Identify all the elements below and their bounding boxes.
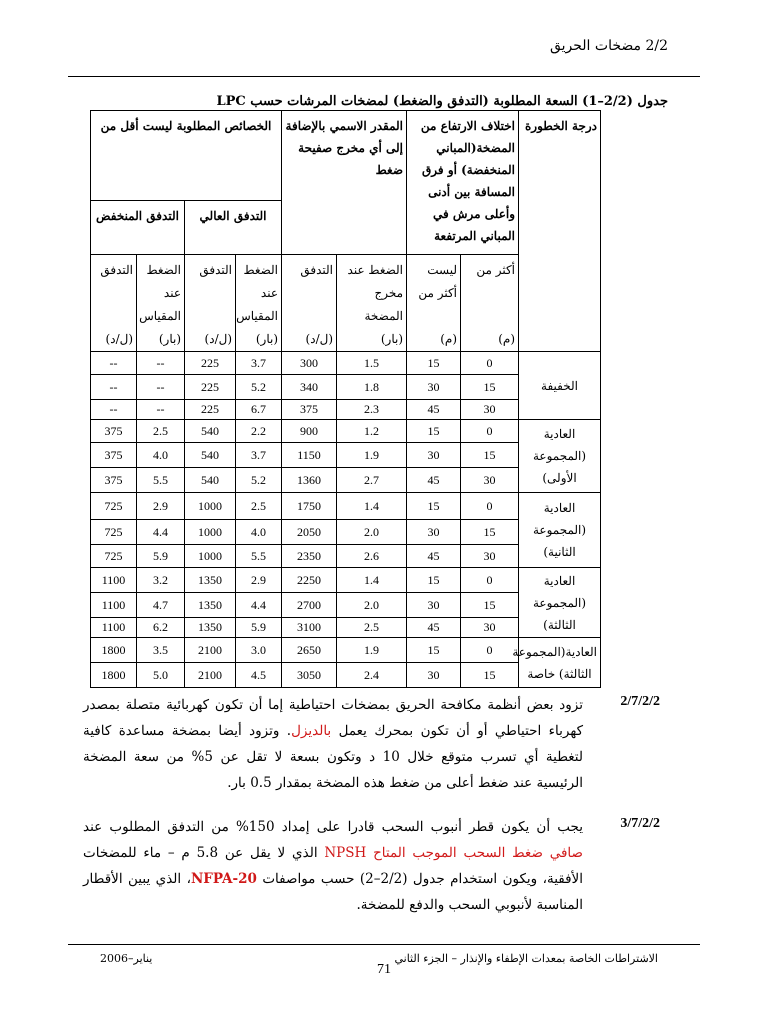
sub-pressure-outlet: الضغط عند مخرج المضخة (بار) — [337, 255, 407, 352]
table-cell: 2050 — [282, 520, 337, 545]
table-cell: 45 — [407, 400, 461, 420]
table-cell: 30 — [407, 375, 461, 400]
paragraph-3-7-2-2: يجب أن يكون قطر أنبوب السحب قادرا على إمداد 150% من التدفق المطلوب عند صافي ضغط السحب الموجب المتاح NPSH الذي لا يقل عن 5.8 م – ماء للمضخات الأفقية، ويكون استخدام جدول (2/2–2) حسب مواصفات NFPA-20، الذي يبين الأقطار المناسبة لأنبوبي السحب والدفع للمضخة. — [83, 819, 584, 913]
table-cell: 30 — [461, 400, 519, 420]
hazard-class-cell: العادية (المجموعة الأولى) — [519, 420, 601, 493]
table-cell: 0 — [461, 638, 519, 663]
table-cell: 30 — [461, 468, 519, 493]
table-cell: 2.5 — [337, 618, 407, 638]
hazard-class-cell: العادية (المجموعة الثالثة) — [519, 568, 601, 638]
table-cell: 2100 — [185, 638, 236, 663]
table-cell: 1100 — [91, 593, 137, 618]
table-cell: 2650 — [282, 638, 337, 663]
table-cell: 725 — [91, 520, 137, 545]
table-cell: 3050 — [282, 663, 337, 688]
table-cell: 1350 — [185, 568, 236, 593]
table-cell: 6.2 — [137, 618, 185, 638]
table-cell: 300 — [282, 352, 337, 375]
table-cell: 3.0 — [236, 638, 282, 663]
sub-flow: التدفق (ل/د) — [282, 255, 337, 352]
table-cell: 375 — [91, 443, 137, 468]
table-cell: 1.2 — [337, 420, 407, 443]
table-cell: -- — [137, 375, 185, 400]
table-cell: 900 — [282, 420, 337, 443]
table-row — [91, 493, 601, 520]
table-cell: 540 — [185, 443, 236, 468]
table-cell: 1360 — [282, 468, 337, 493]
table-row — [91, 352, 601, 375]
table-cell: 375 — [282, 400, 337, 420]
footer-rule — [68, 944, 700, 945]
sub-flow: التدفق (ل/د) — [185, 255, 236, 352]
table-cell: 1800 — [91, 638, 137, 663]
table-cell: 2.9 — [236, 568, 282, 593]
table-cell: 2700 — [282, 593, 337, 618]
table-cell: 15 — [461, 593, 519, 618]
table-cell: 3100 — [282, 618, 337, 638]
table-cell: 0 — [461, 352, 519, 375]
table-cell: 4.5 — [236, 663, 282, 688]
table-cell: 15 — [407, 638, 461, 663]
table-cell: 5.9 — [137, 545, 185, 568]
table-cell: 1.9 — [337, 443, 407, 468]
table-cell: 30 — [461, 618, 519, 638]
low-flow-header: التدفق المنخفض — [91, 201, 185, 255]
hazard-class-cell: العادية (المجموعة الثانية) — [519, 493, 601, 568]
table-row — [91, 420, 601, 443]
table-cell: 1000 — [185, 545, 236, 568]
paragraph-2-7-2-2: تزود بعض أنظمة مكافحة الحريق بمضخات احتياطية إما أن تكون كهربائية متصلة بمصدر كهرباء احتياطي أو أن تكون بمحرك يعمل بالديزل. وتزود أيضا بمضخة مساعدة كافية لتغطية أي تسرب متوقع خلال 10 د وتكون بسعة لا تقل عن 5% من سعة المضخة الرئيسية عند ضغط أعلى من ضغط هذه المضخة بمقدار 0.5 بار. — [83, 697, 583, 791]
table-cell: 3.7 — [236, 352, 282, 375]
table-cell: 1100 — [91, 568, 137, 593]
table-cell: -- — [91, 352, 137, 375]
table-cell: 30 — [461, 545, 519, 568]
table-cell: 1800 — [91, 663, 137, 688]
table-cell: 30 — [407, 593, 461, 618]
table-cell: 4.0 — [137, 443, 185, 468]
table-cell: 2.5 — [236, 493, 282, 520]
table-cell: 15 — [407, 352, 461, 375]
hazard-header: درجة الخطورة — [519, 111, 601, 352]
table-cell: 1000 — [185, 493, 236, 520]
table-cell: 15 — [407, 493, 461, 520]
table-cell: 2.5 — [137, 420, 185, 443]
table-cell: 15 — [461, 663, 519, 688]
table-cell: 45 — [407, 545, 461, 568]
table-cell: 0 — [461, 568, 519, 593]
table-cell: 45 — [407, 618, 461, 638]
table-cell: 5.9 — [236, 618, 282, 638]
table-cell: 4.4 — [137, 520, 185, 545]
table-cell: 5.5 — [137, 468, 185, 493]
table-cell: 540 — [185, 420, 236, 443]
table-cell: 4.7 — [137, 593, 185, 618]
table-cell: 3.5 — [137, 638, 185, 663]
table-cell: 1.4 — [337, 493, 407, 520]
table-cell: 1.5 — [337, 352, 407, 375]
paragraph-number: 3/7/2/2 — [620, 816, 660, 831]
table-row — [91, 638, 601, 663]
highlight-nfpa: NFPA-20 — [190, 871, 257, 887]
table-cell: 5.5 — [236, 545, 282, 568]
required-header: الخصائص المطلوبة ليست أقل من — [91, 111, 282, 201]
highlight-npsh: صافي ضغط السحب الموجب المتاح NPSH — [324, 845, 583, 861]
footer-date: يناير–2006 — [100, 952, 153, 965]
table-cell: 1000 — [185, 520, 236, 545]
footer-title: الاشتراطات الخاصة بمعدات الإطفاء والإنذار – الجزء الثاني — [394, 952, 658, 965]
table-cell: 1.8 — [337, 375, 407, 400]
table-cell: 15 — [407, 568, 461, 593]
table-caption: جدول (2/2–1) السعة المطلوبة (التدفق والضغط) لمضخات المرشات حسب LPC — [216, 94, 668, 109]
table-cell: 2100 — [185, 663, 236, 688]
table-cell: 4.4 — [236, 593, 282, 618]
table-cell: 6.7 — [236, 400, 282, 420]
sub-pressure-gauge: الضغط عند المقياس (بار) — [137, 255, 185, 352]
table-cell: 2.3 — [337, 400, 407, 420]
hazard-class-cell: العادية(المجموعة الثالثة) خاصة — [519, 638, 601, 688]
header-rule — [68, 76, 700, 77]
table-cell: 30 — [407, 520, 461, 545]
table-cell: 375 — [91, 420, 137, 443]
table-cell: 30 — [407, 443, 461, 468]
table-cell: 15 — [407, 420, 461, 443]
table-cell: 725 — [91, 545, 137, 568]
sub-more-than: أكثر من (م) — [461, 255, 519, 352]
table-cell: 340 — [282, 375, 337, 400]
table-cell: 2.0 — [337, 520, 407, 545]
table-cell: 2250 — [282, 568, 337, 593]
page-number: 71 — [377, 962, 391, 977]
table-cell: 2.7 — [337, 468, 407, 493]
nominal-header: المقدر الاسمي بالإضافة إلى أي مخرج صفيحة ضغط — [282, 111, 407, 255]
sub-pressure-gauge: الضغط عند المقياس (بار) — [236, 255, 282, 352]
table-cell: 225 — [185, 352, 236, 375]
table-cell: 1.9 — [337, 638, 407, 663]
table-cell: 725 — [91, 493, 137, 520]
table-cell: -- — [137, 352, 185, 375]
table-cell: 0 — [461, 493, 519, 520]
table-cell: 2.0 — [337, 593, 407, 618]
table-cell: 15 — [461, 375, 519, 400]
table-cell: 45 — [407, 468, 461, 493]
table-cell: 2.9 — [137, 493, 185, 520]
table-cell: 3.7 — [236, 443, 282, 468]
table-cell: 2.6 — [337, 545, 407, 568]
high-flow-header: التدفق العالي — [185, 201, 282, 255]
table-cell: 1350 — [185, 618, 236, 638]
table-cell: 5.0 — [137, 663, 185, 688]
running-header: 2/2 مضخات الحريق — [549, 38, 668, 54]
table-cell: 0 — [461, 420, 519, 443]
sub-not-more-than: ليست أكثر من (م) — [407, 255, 461, 352]
table-cell: 1100 — [91, 618, 137, 638]
table-cell: 225 — [185, 375, 236, 400]
table-cell: 3.2 — [137, 568, 185, 593]
table-cell: 1750 — [282, 493, 337, 520]
table-cell: 375 — [91, 468, 137, 493]
table-cell: 1.4 — [337, 568, 407, 593]
table-cell: 1350 — [185, 593, 236, 618]
table-cell: 2350 — [282, 545, 337, 568]
pump-capacity-table — [90, 110, 601, 688]
highlight-diesel: بالديزل — [291, 723, 332, 739]
table-cell: 2.4 — [337, 663, 407, 688]
table-cell: 5.2 — [236, 375, 282, 400]
hazard-class-cell: الخفيفة — [519, 352, 601, 420]
table-cell: -- — [137, 400, 185, 420]
table-cell: 540 — [185, 468, 236, 493]
table-cell: 2.2 — [236, 420, 282, 443]
table-cell: 15 — [461, 520, 519, 545]
table-cell: 1150 — [282, 443, 337, 468]
table-cell: -- — [91, 400, 137, 420]
table-cell: 5.2 — [236, 468, 282, 493]
elevation-header: اختلاف الارتفاع من المضخة(المباني المنخفضة) أو فرق المسافة بين أدنى وأعلى مرش في المباني المرتفعة — [407, 111, 519, 255]
table-cell: -- — [91, 375, 137, 400]
table-cell: 4.0 — [236, 520, 282, 545]
table-cell: 225 — [185, 400, 236, 420]
sub-flow: التدفق (ل/د) — [91, 255, 137, 352]
paragraph-number: 2/7/2/2 — [620, 694, 660, 709]
table-cell: 30 — [407, 663, 461, 688]
table-cell: 15 — [461, 443, 519, 468]
table-row — [91, 568, 601, 593]
